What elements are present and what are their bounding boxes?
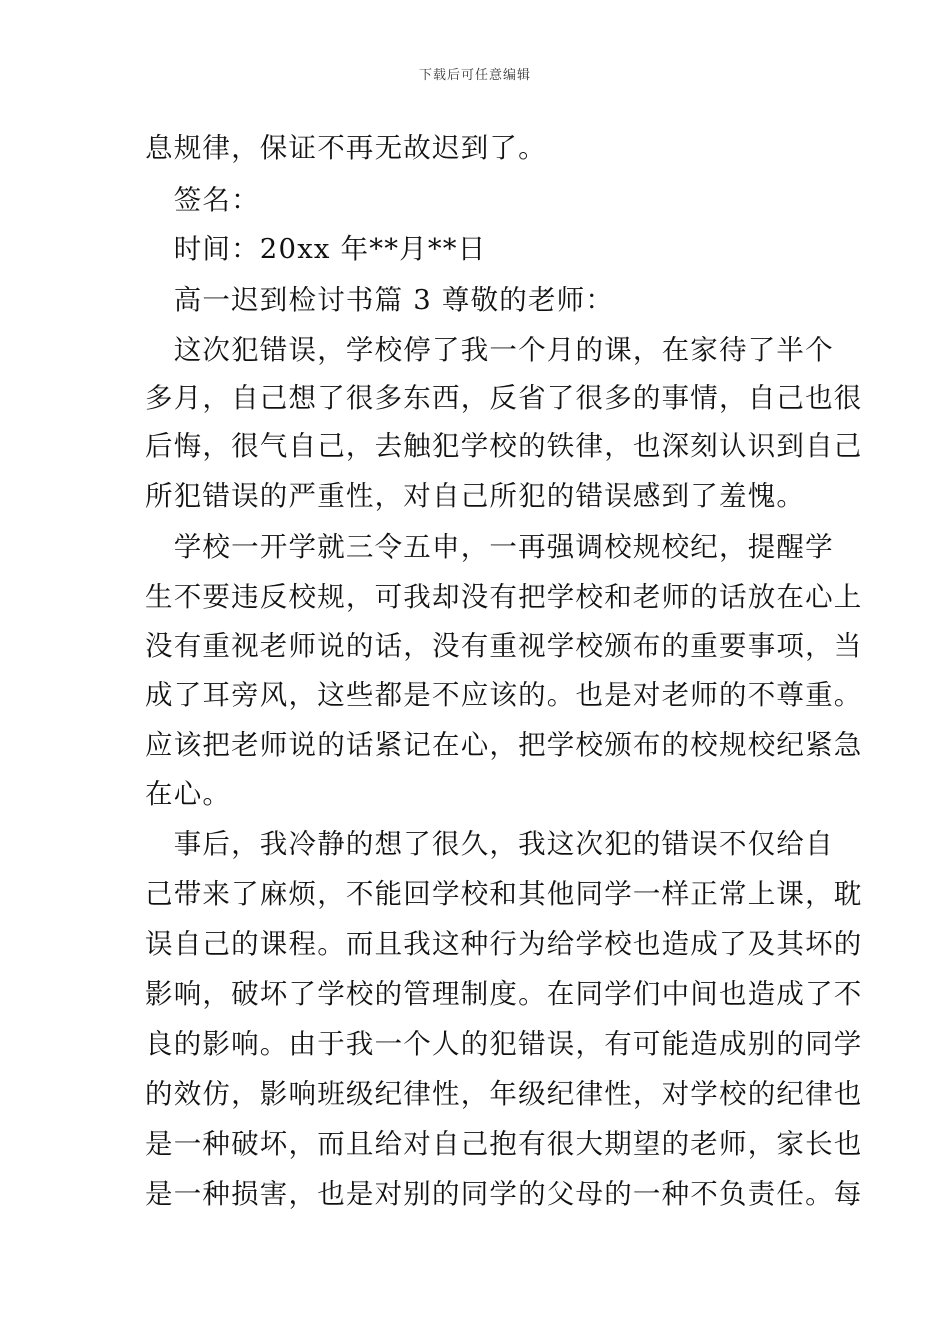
signature-label: 签名： (145, 184, 260, 216)
text-line: 己带来了麻烦，不能回学校和其他同学一样正常上课，耽 (145, 878, 863, 910)
page-header: 下载后可任意编辑 (418, 68, 531, 83)
text-line: 这次犯错误，学校停了我一个月的课，在家待了半个 (145, 334, 834, 366)
text-line: 影响，破坏了学校的管理制度。在同学们中间也造成了不 (145, 978, 863, 1010)
text-line: 息规律，保证不再无故迟到了。 (145, 132, 547, 164)
text-line: 生不要违反校规，可我却没有把学校和老师的话放在心上 (145, 581, 863, 613)
text-line: 成了耳旁风，这些都是不应该的。也是对老师的不尊重。 (145, 679, 863, 711)
text-line: 应该把老师说的话紧记在心，把学校颁布的校规校纪紧急 (145, 729, 863, 761)
text-line: 在心。 (145, 778, 232, 810)
text-line: 学校一开学就三令五申，一再强调校规校纪，提醒学 (145, 531, 834, 563)
text-line: 是一种破坏，而且给对自己抱有很大期望的老师，家长也 (145, 1128, 863, 1160)
text-line: 的效仿，影响班级纪律性，年级纪律性，对学校的纪律也 (145, 1078, 863, 1110)
date-line: 时间：20xx 年**月**日 (145, 233, 487, 265)
text-line: 事后，我冷静的想了很久，我这次犯的错误不仅给自 (145, 828, 834, 860)
section-heading: 高一迟到检讨书篇 3 尊敬的老师： (145, 284, 615, 316)
text-line: 良的影响。由于我一个人的犯错误，有可能造成别的同学 (145, 1028, 863, 1060)
text-line: 所犯错误的严重性，对自己所犯的错误感到了羞愧。 (145, 480, 806, 512)
text-line: 是一种损害，也是对别的同学的父母的一种不负责任。每 (145, 1178, 863, 1210)
text-line: 没有重视老师说的话，没有重视学校颁布的重要事项，当 (145, 630, 863, 662)
text-line: 后悔，很气自己，去触犯学校的铁律，也深刻认识到自己 (145, 430, 863, 462)
text-line: 误自己的课程。而且我这种行为给学校也造成了及其坏的 (145, 928, 863, 960)
text-line: 多月，自己想了很多东西，反省了很多的事情，自己也很 (145, 382, 863, 414)
